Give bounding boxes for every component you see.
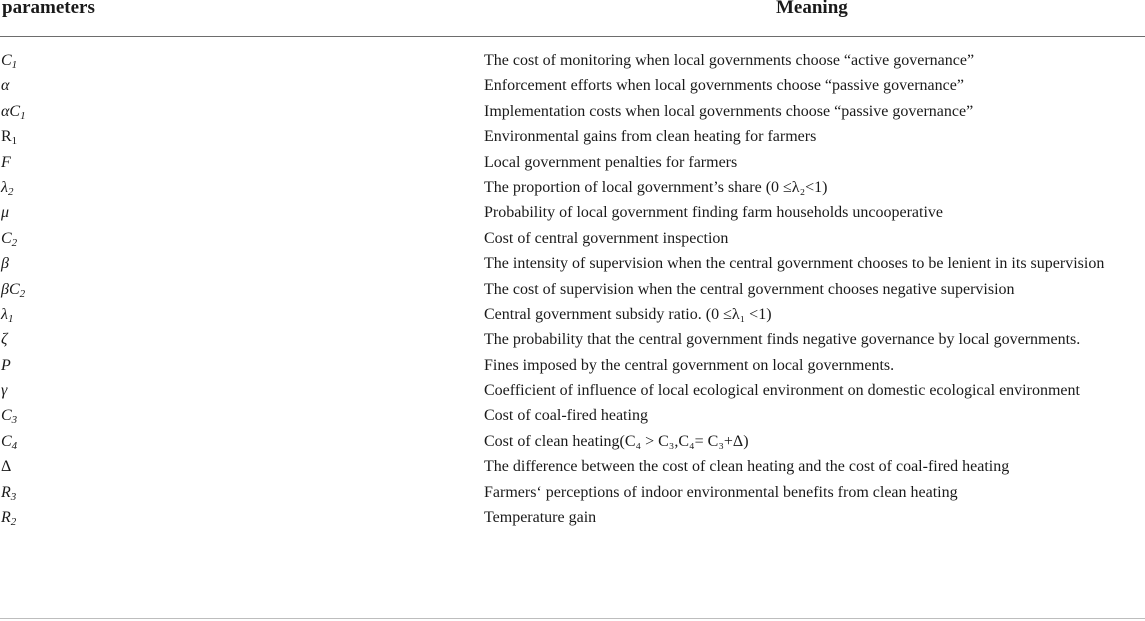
parameter-symbol: Δ — [1, 458, 12, 476]
parameter-symbol: γ — [1, 382, 8, 400]
table-row — [0, 304, 1145, 329]
table-body — [0, 50, 1145, 532]
table-row — [0, 279, 1145, 304]
table-row — [0, 507, 1145, 532]
parameter-symbol: $\lambda_1$ — [1, 305, 14, 325]
parameter-meaning: The cost of monitoring when local governments choose “active governance” — [484, 52, 975, 69]
parameter-symbol: μ — [1, 204, 10, 222]
table-bottom-rule — [0, 618, 1145, 619]
table-row — [0, 355, 1145, 380]
parameter-meaning: Cost of central government inspection — [484, 229, 729, 247]
table-row — [0, 177, 1145, 202]
table-row — [0, 482, 1145, 507]
parameter-meaning: Environmental gains from clean heating for farmers — [484, 128, 817, 146]
table-row — [0, 329, 1145, 354]
parameter-meaning: Enforcement efforts when local governments choose “passive governance” — [484, 77, 964, 95]
table-header — [0, 0, 1145, 37]
parameter-symbol: $C_1$ — [1, 52, 18, 71]
parameter-symbol: $R_2$ — [1, 509, 17, 529]
table-row — [0, 405, 1145, 430]
parameter-symbol: ζ — [1, 331, 8, 349]
table-row — [0, 75, 1145, 100]
parameter-meaning: The intensity of supervision when the central government chooses to be lenient in its supervision — [484, 255, 1105, 273]
parameter-symbol: F — [1, 153, 11, 171]
table-row — [0, 431, 1145, 456]
parameter-symbol: $C_4$ — [1, 432, 18, 452]
parameter-meaning: Implementation costs when local governments choose “passive governance” — [484, 102, 974, 120]
parameter-meaning: Fines imposed by the central government on local governments. — [484, 356, 895, 374]
parameter-meaning: Temperature gain — [484, 509, 597, 527]
parameter-symbol: $\lambda_2$ — [1, 178, 14, 198]
parameter-meaning: Cost of coal-fired heating — [484, 407, 648, 425]
parameter-symbol: $\alpha C_1$ — [1, 102, 26, 122]
parameter-meaning: Central government subsidy ratio. (0 ≤λ₁ <1) — [484, 305, 772, 323]
table-row — [0, 456, 1145, 481]
table-row — [0, 126, 1145, 151]
parameter-symbol: $C_2$ — [1, 229, 18, 249]
parameter-meaning: Local government penalties for farmers — [484, 153, 738, 171]
table-row — [0, 380, 1145, 405]
parameter-meaning: The difference between the cost of clean heating and the cost of coal-fired heating — [484, 458, 1010, 476]
parameter-symbol: $R_3$ — [1, 483, 17, 503]
column-header-meaning: Meaning — [776, 0, 848, 18]
table-row — [0, 101, 1145, 126]
table-row — [0, 228, 1145, 253]
table-row — [0, 50, 1145, 75]
parameter-symbol: P — [1, 356, 11, 374]
table-row — [0, 152, 1145, 177]
table-row — [0, 202, 1145, 227]
parameter-meaning: The cost of supervision when the central government chooses negative supervision — [484, 280, 1015, 298]
parameter-symbol: $\beta C_2$ — [1, 280, 26, 300]
column-header-parameters: parameters — [2, 0, 95, 18]
parameter-meaning: The proportion of local government’s share (0 ≤λ₂<1) — [484, 178, 828, 196]
parameter-symbol: β — [1, 255, 9, 273]
parameter-symbol: $C_3$ — [1, 407, 18, 427]
parameter-meaning: Farmers‘ perceptions of indoor environmental benefits from clean heating — [484, 483, 958, 501]
parameter-meaning: Cost of clean heating(C₄ > C₃,C₄= C₃+Δ) — [484, 432, 749, 450]
parameter-symbol: $R_1$ — [1, 128, 18, 148]
parameter-meaning: Coefficient of influence of local ecological environment on domestic ecological environment — [484, 382, 1080, 400]
parameter-meaning: Probability of local government finding farm households uncooperative — [484, 204, 943, 222]
parameter-meaning: The probability that the central government finds negative governance by local governments. — [484, 331, 1081, 349]
table-row — [0, 253, 1145, 278]
parameter-symbol: α — [1, 77, 10, 95]
